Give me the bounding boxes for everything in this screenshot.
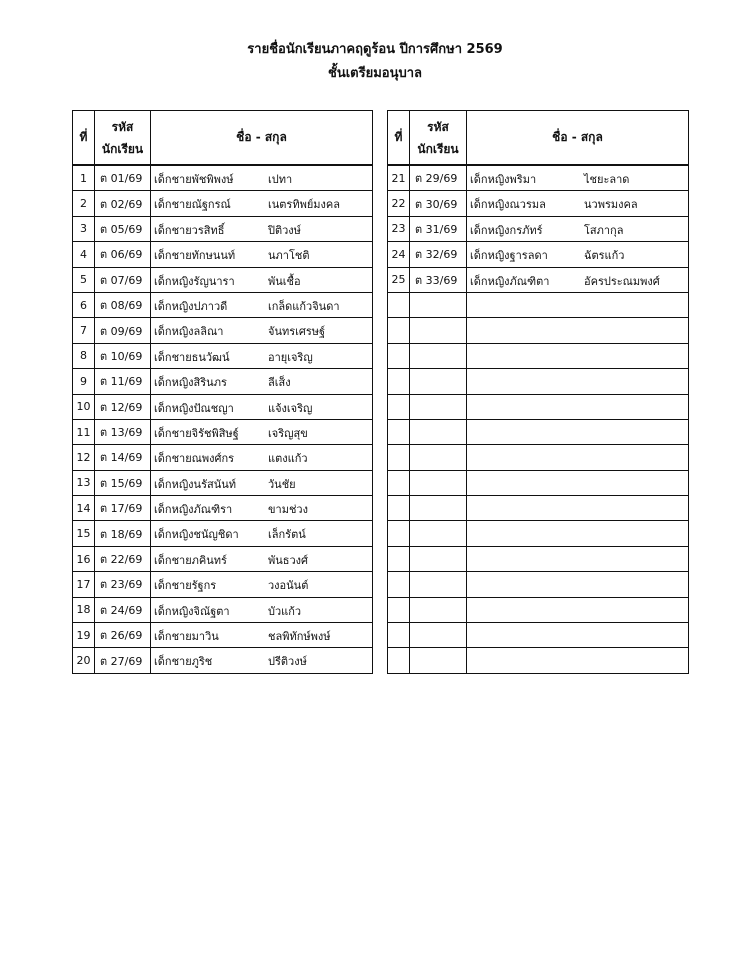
- student-name-cell: [467, 648, 689, 673]
- student-last-name: นวพรมงคล: [584, 198, 638, 212]
- student-name-cell: [467, 572, 689, 597]
- student-name-cell: [151, 318, 373, 343]
- student-name-cell: [151, 648, 373, 673]
- student-code: ต 02/69: [95, 191, 151, 216]
- row-number: 24: [388, 242, 410, 267]
- table-row: [388, 343, 689, 368]
- student-name-cell: [151, 191, 373, 216]
- student-code: ต 05/69: [95, 216, 151, 241]
- student-name-cell: [467, 369, 689, 394]
- table-row: [73, 394, 373, 419]
- student-name-cell: [467, 546, 689, 571]
- row-number: 22: [388, 191, 410, 216]
- row-number: 8: [73, 343, 95, 368]
- student-code: [410, 546, 467, 571]
- student-name-cell: [467, 470, 689, 495]
- table-row: [388, 318, 689, 343]
- student-code: [410, 369, 467, 394]
- table-row: [73, 597, 373, 622]
- student-last-name: บัวแก้ว: [268, 604, 302, 618]
- student-code: [410, 318, 467, 343]
- table-row: [73, 242, 373, 267]
- student-first-name: เด็กหญิงจิณัฐตา: [154, 604, 230, 618]
- student-first-name: เด็กหญิงภัณฑิรา: [154, 503, 233, 517]
- student-last-name: พันเชื้อ: [268, 274, 301, 288]
- student-name-cell: [151, 369, 373, 394]
- student-last-name: ขามช่วง: [268, 503, 308, 517]
- row-number: 20: [73, 648, 95, 673]
- row-number: 11: [73, 419, 95, 444]
- table-row: [73, 191, 373, 216]
- student-first-name: เด็กชายภูริช: [154, 655, 213, 669]
- row-number: 18: [73, 597, 95, 622]
- student-last-name: จันทรเศรษฐ์: [268, 325, 326, 339]
- student-name-cell: [467, 521, 689, 546]
- student-name-cell: [151, 216, 373, 241]
- student-last-name: ชลพิทักษ์พงษ์: [268, 630, 331, 644]
- student-last-name: อายุเจริญ: [268, 350, 313, 364]
- table-row: [388, 521, 689, 546]
- table-row: [73, 165, 373, 191]
- student-first-name: เด็กชายจิรัชพิสิษฐ์: [154, 426, 239, 440]
- student-code: [410, 623, 467, 648]
- row-number: 12: [73, 445, 95, 470]
- table-row: [388, 165, 689, 191]
- row-number: [388, 496, 410, 521]
- row-number: 14: [73, 496, 95, 521]
- header-name: ชื่อ - สกุล: [467, 111, 689, 166]
- table-row: [73, 216, 373, 241]
- header-code: [95, 111, 151, 166]
- student-last-name: แจ้งเจริญ: [268, 401, 313, 415]
- student-code: ต 07/69: [95, 267, 151, 292]
- student-first-name: เด็กชายธนวัฒน์: [154, 350, 230, 364]
- student-code: ต 08/69: [95, 292, 151, 317]
- student-name-cell: [467, 267, 689, 292]
- student-code: ต 06/69: [95, 242, 151, 267]
- student-code: ต 31/69: [410, 216, 467, 241]
- row-number: 9: [73, 369, 95, 394]
- table-row: [73, 470, 373, 495]
- student-last-name: ฉัตรแก้ว: [584, 249, 625, 263]
- student-name-cell: [467, 394, 689, 419]
- student-name-cell: [151, 267, 373, 292]
- header-no: ที่: [388, 111, 410, 166]
- student-name-cell: [151, 242, 373, 267]
- student-name-cell: [467, 292, 689, 317]
- row-number: [388, 343, 410, 368]
- student-name-cell: [151, 572, 373, 597]
- student-name-cell: [151, 292, 373, 317]
- student-last-name: นภาโชติ: [268, 249, 310, 263]
- row-number: [388, 445, 410, 470]
- student-code: [410, 648, 467, 673]
- student-name-cell: [467, 242, 689, 267]
- row-number: 4: [73, 242, 95, 267]
- student-code: ต 14/69: [95, 445, 151, 470]
- table-header-row: [73, 111, 373, 166]
- student-table-right: [387, 110, 689, 674]
- student-code: ต 30/69: [410, 191, 467, 216]
- table-row: [388, 572, 689, 597]
- student-code: ต 11/69: [95, 369, 151, 394]
- row-number: [388, 470, 410, 495]
- student-last-name: แตงแก้ว: [268, 452, 308, 466]
- student-code: ต 27/69: [95, 648, 151, 673]
- row-number: 10: [73, 394, 95, 419]
- table-row: [73, 343, 373, 368]
- student-code: [410, 343, 467, 368]
- student-code: ต 17/69: [95, 496, 151, 521]
- table-row: [388, 419, 689, 444]
- header-code-line1: รหัส: [111, 119, 134, 134]
- student-last-name: อัครประณมพงศ์: [584, 274, 660, 288]
- student-first-name: เด็กหญิงปภาวดี: [154, 299, 228, 313]
- student-last-name: ไชยะลาด: [584, 173, 630, 186]
- student-first-name: เด็กชายวรสิทธิ์: [154, 223, 225, 237]
- row-number: 7: [73, 318, 95, 343]
- student-table-left: [72, 110, 373, 674]
- row-number: [388, 597, 410, 622]
- student-code: ต 18/69: [95, 521, 151, 546]
- student-name-cell: [467, 597, 689, 622]
- table-row: [388, 369, 689, 394]
- header-code-line2: นักเรียน: [417, 141, 459, 156]
- row-number: [388, 318, 410, 343]
- row-number: 5: [73, 267, 95, 292]
- student-first-name: เด็กหญิงชนัญชิดา: [154, 528, 239, 542]
- header-code-line2: นักเรียน: [101, 141, 144, 156]
- student-name-cell: [151, 470, 373, 495]
- student-last-name: วงอนันต์: [268, 579, 309, 593]
- student-last-name: เนตรทิพย์มงคล: [268, 198, 340, 212]
- student-name-cell: [467, 343, 689, 368]
- table-row: [388, 292, 689, 317]
- student-code: ต 09/69: [95, 318, 151, 343]
- table-row: [388, 242, 689, 267]
- student-first-name: เด็กชายพัชพิพงษ์: [154, 173, 234, 186]
- row-number: [388, 394, 410, 419]
- student-code: ต 10/69: [95, 343, 151, 368]
- student-first-name: เด็กหญิงสิรินภร: [154, 376, 227, 390]
- student-code: [410, 470, 467, 495]
- student-name-cell: [151, 496, 373, 521]
- student-name-cell: [467, 445, 689, 470]
- student-first-name: เด็กหญิงรัญนารา: [154, 274, 235, 288]
- table-row: [388, 597, 689, 622]
- student-code: ต 33/69: [410, 267, 467, 292]
- table-row: [388, 496, 689, 521]
- row-number: [388, 419, 410, 444]
- table-row: [73, 623, 373, 648]
- student-first-name: เด็กหญิงปัณชญา: [154, 401, 234, 415]
- row-number: [388, 521, 410, 546]
- table-row: [388, 394, 689, 419]
- student-name-cell: [467, 496, 689, 521]
- student-code: ต 32/69: [410, 242, 467, 267]
- table-header-row: [388, 111, 689, 166]
- table-row: [388, 623, 689, 648]
- table-row: [388, 648, 689, 673]
- student-code: ต 12/69: [95, 394, 151, 419]
- student-code: ต 24/69: [95, 597, 151, 622]
- student-name-cell: [467, 216, 689, 241]
- table-row: [73, 496, 373, 521]
- row-number: 6: [73, 292, 95, 317]
- student-code: [410, 292, 467, 317]
- table-row: [388, 191, 689, 216]
- row-number: 2: [73, 191, 95, 216]
- row-number: 15: [73, 521, 95, 546]
- table-row: [73, 369, 373, 394]
- student-first-name: เด็กชายณพงศ์กร: [154, 452, 235, 466]
- student-last-name: เปทา: [268, 173, 293, 186]
- student-first-name: เด็กหญิงพริมา: [470, 173, 537, 186]
- student-first-name: เด็กชายณัฐกรณ์: [154, 198, 231, 212]
- student-first-name: เด็กชายรัฐกร: [154, 579, 217, 593]
- student-first-name: เด็กหญิงฐารลดา: [470, 249, 548, 263]
- row-number: [388, 369, 410, 394]
- row-number: 16: [73, 546, 95, 571]
- student-last-name: ลีเส็ง: [268, 376, 291, 390]
- document-title: รายชื่อนักเรียนภาคฤดูร้อน ปีการศึกษา 2569: [247, 42, 503, 57]
- table-row: [73, 546, 373, 571]
- student-code: [410, 572, 467, 597]
- table-row: [73, 572, 373, 597]
- student-code: [410, 419, 467, 444]
- table-row: [388, 445, 689, 470]
- row-number: 17: [73, 572, 95, 597]
- row-number: [388, 546, 410, 571]
- table-row: [73, 292, 373, 317]
- table-row: [73, 318, 373, 343]
- student-last-name: เจริญสุข: [268, 426, 308, 440]
- student-name-cell: [151, 445, 373, 470]
- row-number: [388, 292, 410, 317]
- table-row: [388, 546, 689, 571]
- document-subtitle: ชั้นเตรียมอนุบาล: [328, 66, 422, 81]
- student-code: ต 26/69: [95, 623, 151, 648]
- student-name-cell: [467, 623, 689, 648]
- student-code: ต 29/69: [410, 165, 467, 191]
- row-number: 13: [73, 470, 95, 495]
- student-first-name: เด็กชายทักษนนท์: [154, 249, 236, 263]
- student-name-cell: [467, 318, 689, 343]
- row-number: [388, 572, 410, 597]
- student-name-cell: [151, 597, 373, 622]
- student-last-name: เล็กรัตน์: [268, 528, 306, 542]
- student-last-name: เกล็ดแก้วจินดา: [268, 299, 340, 313]
- header-name: ชื่อ - สกุล: [151, 111, 373, 166]
- student-code: ต 22/69: [95, 546, 151, 571]
- student-name-cell: [151, 165, 373, 191]
- header-no: ที่: [73, 111, 95, 166]
- row-number: 25: [388, 267, 410, 292]
- table-row: [388, 216, 689, 241]
- row-number: 3: [73, 216, 95, 241]
- table-row: [388, 267, 689, 292]
- student-first-name: เด็กหญิงกรภัทร์: [470, 223, 543, 237]
- row-number: 23: [388, 216, 410, 241]
- student-name-cell: [467, 419, 689, 444]
- student-last-name: โสภากุล: [584, 223, 624, 237]
- row-number: 19: [73, 623, 95, 648]
- table-row: [73, 648, 373, 673]
- table-row: [73, 445, 373, 470]
- student-first-name: เด็กหญิงภัณฑิตา: [470, 274, 550, 288]
- table-row: [73, 419, 373, 444]
- student-last-name: ปรีติวงษ์: [268, 655, 307, 669]
- student-first-name: เด็กชายมาวิน: [154, 630, 219, 644]
- student-code: ต 23/69: [95, 572, 151, 597]
- table-row: [388, 470, 689, 495]
- student-code: [410, 597, 467, 622]
- header-code-line1: รหัส: [427, 119, 449, 134]
- student-code: [410, 394, 467, 419]
- student-code: [410, 496, 467, 521]
- student-code: [410, 445, 467, 470]
- student-code: ต 13/69: [95, 419, 151, 444]
- header-code: [410, 111, 467, 166]
- student-name-cell: [151, 546, 373, 571]
- student-name-cell: [151, 623, 373, 648]
- table-row: [73, 267, 373, 292]
- student-first-name: เด็กหญิงนรัสนันท์: [154, 477, 236, 491]
- student-last-name: พันธวงศ์: [268, 553, 309, 567]
- row-number: 21: [388, 165, 410, 191]
- row-number: 1: [73, 165, 95, 191]
- student-code: ต 15/69: [95, 470, 151, 495]
- student-name-cell: [151, 343, 373, 368]
- student-name-cell: [151, 419, 373, 444]
- student-first-name: เด็กหญิงลลิณา: [154, 325, 224, 339]
- student-name-cell: [467, 165, 689, 191]
- row-number: [388, 648, 410, 673]
- student-first-name: เด็กหญิงณวรมล: [470, 198, 546, 212]
- student-last-name: วันชัย: [268, 477, 296, 491]
- student-name-cell: [151, 521, 373, 546]
- student-code: ต 01/69: [95, 165, 151, 191]
- table-row: [73, 521, 373, 546]
- student-code: [410, 521, 467, 546]
- student-name-cell: [151, 394, 373, 419]
- student-first-name: เด็กชายภคินทร์: [154, 553, 227, 567]
- row-number: [388, 623, 410, 648]
- student-last-name: ปิติวงษ์: [268, 223, 301, 237]
- student-name-cell: [467, 191, 689, 216]
